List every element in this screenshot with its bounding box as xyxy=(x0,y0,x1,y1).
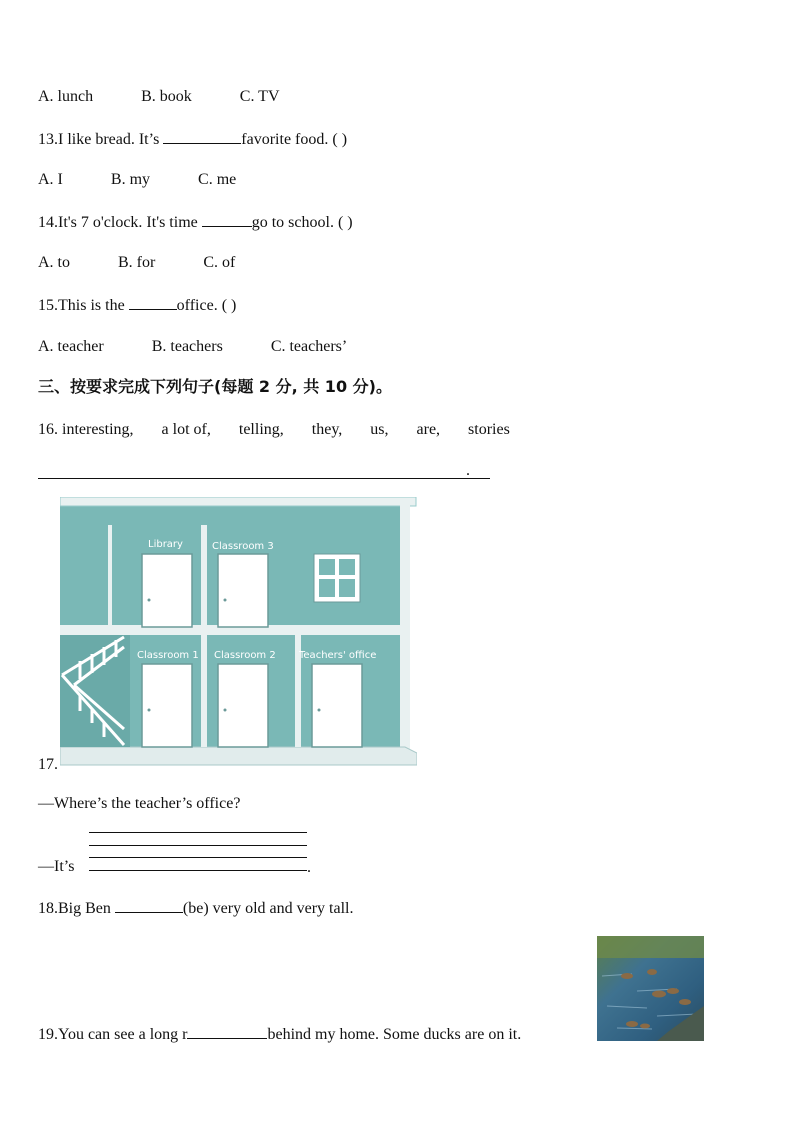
q13-option-b: B. my xyxy=(110,171,151,188)
q13-option-a: A. I xyxy=(38,171,63,188)
q12-options xyxy=(38,87,280,107)
label-classroom-2: Classroom 2 xyxy=(214,650,276,661)
label-teachers-office: Teachers' office xyxy=(299,650,377,661)
ducks-on-river-photo xyxy=(597,936,704,1041)
q15-blank[interactable] xyxy=(129,295,177,310)
q15-text-post: office. ( ) xyxy=(176,297,237,314)
floor-slab xyxy=(60,747,417,765)
wall-stub xyxy=(108,525,112,625)
q13-text-pre: 13.I like bread. It’s xyxy=(38,131,164,148)
q16-word: interesting, xyxy=(62,421,134,438)
q14-option-b: B. for xyxy=(118,254,156,271)
q18-text-pre: 18.Big Ben xyxy=(38,900,115,917)
q18-text-post: (be) very old and very tall. xyxy=(182,900,354,917)
q13-text-post: favorite food. ( ) xyxy=(241,131,348,148)
q19-text-pre: 19.You can see a long r xyxy=(38,1026,188,1043)
q19-blank[interactable] xyxy=(187,1024,267,1039)
q16-word: telling, xyxy=(238,421,284,438)
q15-options xyxy=(38,337,347,357)
classroom-1-door xyxy=(142,664,192,747)
label-classroom-1: Classroom 1 xyxy=(137,650,199,661)
q16-word: us, xyxy=(370,421,389,438)
section-3-heading: 三、按要求完成下列句子(每题 2 分, 共 10 分)。 xyxy=(38,377,392,396)
library-door xyxy=(142,554,192,627)
upper-wall-divider xyxy=(201,525,207,625)
q13-options xyxy=(38,170,236,190)
q17-answer-line[interactable] xyxy=(89,832,307,833)
school-floor-plan-figure xyxy=(60,497,417,769)
question-19 xyxy=(38,1024,521,1045)
q17-answer-line[interactable] xyxy=(89,870,307,871)
q16-word: stories xyxy=(468,421,510,438)
q12-option-b: B. book xyxy=(141,88,192,105)
q14-text-pre: 14.It's 7 o'clock. It's time xyxy=(38,214,202,231)
q16-word: they, xyxy=(311,421,343,438)
q16-answer-line[interactable] xyxy=(38,478,490,479)
q13-blank[interactable] xyxy=(163,129,241,144)
q15-option-b: B. teachers xyxy=(151,338,223,355)
q12-option-a: A. lunch xyxy=(38,88,94,105)
roof-trim xyxy=(60,497,416,506)
q14-options xyxy=(38,253,235,273)
q17-answer-line[interactable] xyxy=(89,845,307,846)
q15-text-pre: 15.This is the xyxy=(38,297,129,314)
q16-answer-period: . xyxy=(466,462,470,479)
q16-word: a lot of, xyxy=(161,421,211,438)
q17-answer-prefix: —It’s xyxy=(38,858,75,875)
q17-number: 17. xyxy=(38,756,58,773)
q15-option-c: C. teachers’ xyxy=(270,338,348,355)
q17-answer-period: . xyxy=(307,859,311,876)
question-16 xyxy=(38,420,534,440)
lower-wall-divider-1 xyxy=(201,635,207,747)
q16-number: 16. xyxy=(38,421,58,438)
q14-text-post: go to school. ( ) xyxy=(251,214,353,231)
q19-text-post: behind my home. Some ducks are on it. xyxy=(267,1026,522,1043)
q14-blank[interactable] xyxy=(202,212,252,227)
q14-option-a: A. to xyxy=(38,254,70,271)
window xyxy=(314,554,360,602)
q15-option-a: A. teacher xyxy=(38,338,104,355)
question-14 xyxy=(38,212,353,233)
q18-blank[interactable] xyxy=(115,898,183,913)
question-13 xyxy=(38,129,347,150)
label-classroom-3: Classroom 3 xyxy=(212,541,274,552)
q12-option-c: C. TV xyxy=(239,88,280,105)
right-frame xyxy=(400,503,410,749)
classroom-3-door xyxy=(218,554,268,627)
teachers-office-door xyxy=(312,664,362,747)
classroom-2-door xyxy=(218,664,268,747)
q16-word: are, xyxy=(416,421,441,438)
q14-option-c: C. of xyxy=(203,254,236,271)
label-library: Library xyxy=(148,539,183,550)
q17-question: —Where’s the teacher’s office? xyxy=(38,795,241,812)
question-18 xyxy=(38,898,354,919)
q17-answer-line[interactable] xyxy=(89,857,307,858)
question-15 xyxy=(38,295,236,316)
q13-option-c: C. me xyxy=(198,171,237,188)
